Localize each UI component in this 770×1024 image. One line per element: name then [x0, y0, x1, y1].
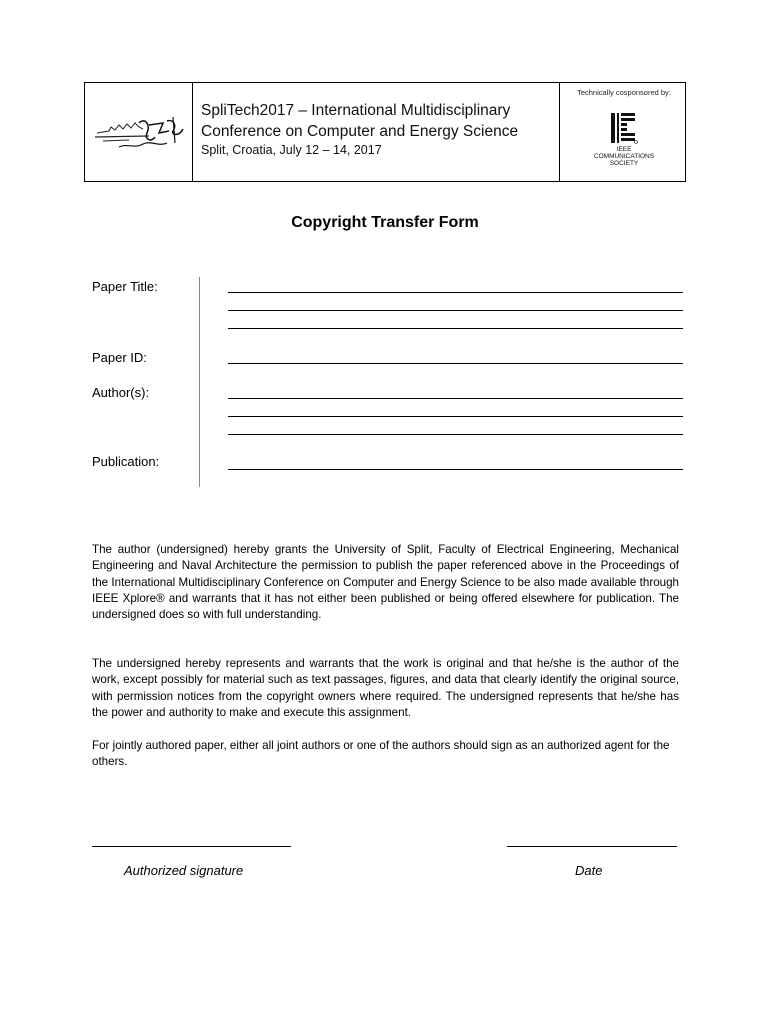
paper-title-line-3[interactable] [228, 328, 683, 329]
conference-header [84, 82, 686, 182]
ieee-line-1: IEEE [616, 146, 632, 153]
authors-label: Author(s): [92, 385, 150, 400]
ieee-sponsor-name [581, 146, 667, 167]
splitech-logo [89, 103, 189, 163]
ieee-comsoc-logo-icon [609, 111, 639, 145]
paper-id-label: Paper ID: [92, 350, 147, 365]
paper-id-line[interactable] [228, 363, 683, 364]
paper-title-line-1[interactable] [228, 292, 683, 293]
header-divider-right [559, 83, 560, 181]
publication-label: Publication: [92, 454, 160, 469]
publication-line[interactable] [228, 469, 683, 470]
joint-authors-paragraph: For jointly authored paper, either all joint authors or one of the authors should sign as an authorized agent for the others. [92, 739, 670, 769]
authors-line-2[interactable] [228, 416, 683, 417]
grant-paragraph: The author (undersigned) hereby grants the University of Split, Faculty of Electrical Engineering, Mechanical Engineering and Naval Architecture the permission to publish the paper referenced above in the Proceedings of the International Multidisciplinary Conference on Computer and Energy Science to be also made available through IEEE Xplore® and warrants that it has not either been published or being offered elsewhere for publication. The undersigned does so with full understanding. [92, 543, 679, 622]
paper-title-label: Paper Title: [92, 279, 158, 294]
conference-location-dates: Split, Croatia, July 12 – 14, 2017 [201, 143, 382, 157]
ieee-line-2: COMMUNICATIONS [593, 153, 655, 160]
conference-title: SpliTech2017 – International Multidisciplinary Conference on Computer and Energy Science [201, 102, 519, 140]
ieee-line-3: SOCIETY [609, 160, 639, 167]
signature-line[interactable] [92, 846, 291, 847]
signature-label: Authorized signature [124, 863, 244, 878]
date-label: Date [575, 863, 603, 878]
authors-line-3[interactable] [228, 434, 683, 435]
sponsor-label: Technically cosponsored by: [577, 88, 671, 97]
authors-line-1[interactable] [228, 398, 683, 399]
form-title: Copyright Transfer Form [291, 214, 479, 231]
warranty-paragraph: The undersigned hereby represents and warrants that the work is original and that he/she is the author of the work, except possibly for material such as text passages, figures, and data that clearly identify the original source, with permission notices from the copyright owners where required. The undersigned represents that he/she has the power and authority to make and execute this assignment. [92, 657, 679, 719]
paper-title-line-2[interactable] [228, 310, 683, 311]
fields-divider [199, 277, 200, 487]
header-divider-left [192, 83, 193, 181]
date-line[interactable] [507, 846, 677, 847]
